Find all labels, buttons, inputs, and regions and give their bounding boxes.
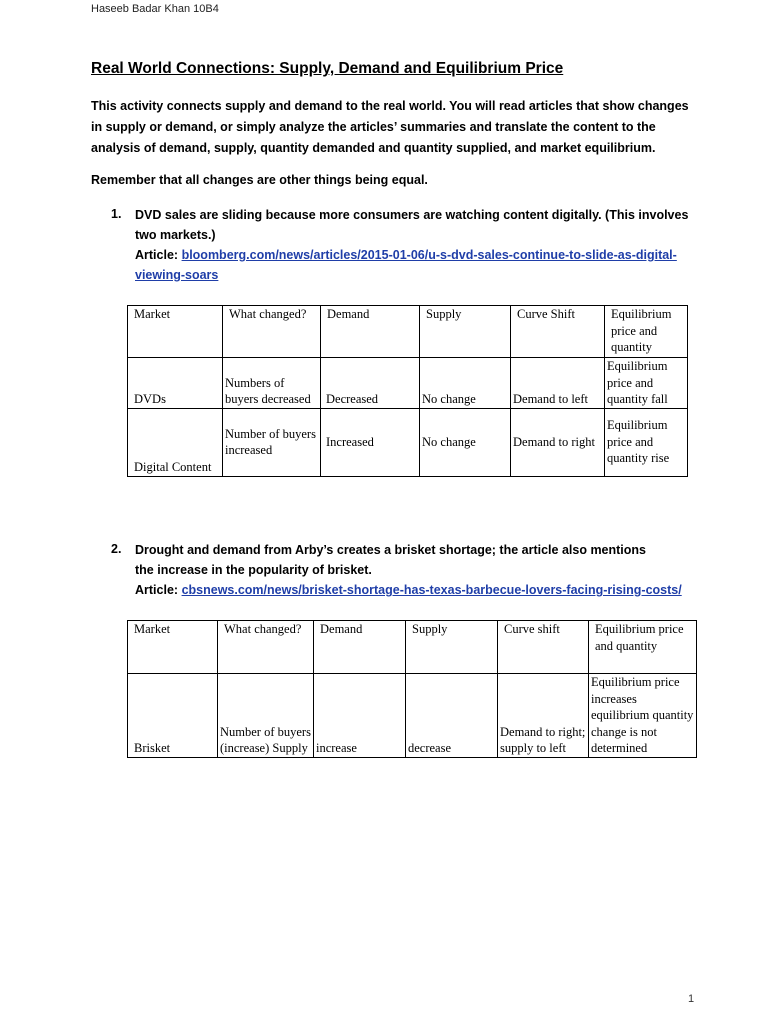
table-row	[128, 674, 697, 758]
table-header-cell: Supply	[420, 306, 511, 358]
table-header-cell: Equilibrium price and quantity	[589, 621, 697, 674]
table-header-cell: Demand	[314, 621, 406, 674]
table-header-cell: Demand	[321, 306, 420, 358]
table-row	[128, 408, 688, 476]
question-1-text-line1: DVD sales are sliding because more consumers are watching content digitally. (This involves	[135, 208, 689, 222]
table-cell: No change	[420, 408, 511, 476]
table-cell: DVDs	[128, 358, 223, 409]
article-1-link-line2[interactable]: viewing-soars	[135, 268, 219, 282]
question-2-table	[127, 620, 697, 758]
table-header-row	[128, 621, 697, 674]
article-2-link[interactable]: cbsnews.com/news/brisket-shortage-has-texas-barbecue-lovers-facing-rising-costs/	[181, 583, 682, 597]
question-2-number: 2.	[111, 542, 122, 556]
page-title: Real World Connections: Supply, Demand and Equilibrium Price	[91, 60, 564, 77]
table-header-cell: What changed?	[223, 306, 321, 358]
table-header-cell: Market	[128, 621, 218, 674]
table-header-cell: Supply	[406, 621, 498, 674]
table-cell: Demand to left	[511, 358, 605, 409]
table-header-cell: Market	[128, 306, 223, 358]
table-cell: Demand to right	[511, 408, 605, 476]
table-cell: Increased	[321, 408, 420, 476]
remember-note: Remember that all changes are other things being equal.	[91, 173, 428, 187]
table-cell: Equilibrium price and quantity rise	[605, 408, 688, 476]
intro-paragraph: This activity connects supply and demand to the real world. You will read articles that show changes in supply or demand, or simply analyze the articles’ summaries and translate the content to the analysis of demand, supply, quantity demanded and quantity supplied, and market equilibrium.	[91, 99, 689, 155]
table-cell: Equilibrium price increases equilibrium quantity change is not determined	[589, 674, 697, 758]
question-1-text-line2: two markets.)	[135, 228, 216, 242]
table-header-cell: Curve shift	[498, 621, 589, 674]
table-cell: decrease	[406, 674, 498, 758]
article-1-link-line1[interactable]: bloomberg.com/news/articles/2015-01-06/u-s-dvd-sales-continue-to-slide-as-digital-	[181, 248, 677, 262]
page-number: 1	[688, 993, 695, 1005]
question-2-text-line1: Drought and demand from Arby’s creates a brisket shortage; the article also mentions	[135, 543, 647, 557]
question-1-number: 1.	[111, 207, 122, 221]
article-label: Article:	[135, 583, 179, 597]
table-cell: Decreased	[321, 358, 420, 409]
table-header-cell: What changed?	[218, 621, 314, 674]
table-header-cell: Equilibrium price and quantity	[605, 306, 688, 358]
table-cell: Numbers of buyers decreased	[223, 358, 321, 409]
article-label: Article:	[135, 248, 179, 262]
question-1-article	[135, 245, 695, 265]
table-cell: Number of buyers (increase) Supply	[218, 674, 314, 758]
question-2-text-line2: the increase in the popularity of brisket.	[135, 563, 372, 577]
table-header-cell: Curve Shift	[511, 306, 605, 358]
question-1-table	[127, 305, 688, 477]
table-cell: Digital Content	[128, 408, 223, 476]
student-name: Haseeb Badar Khan 10B4	[91, 3, 219, 15]
table-cell: No change	[420, 358, 511, 409]
table-cell: Number of buyers increased	[223, 408, 321, 476]
question-2-article	[135, 580, 695, 600]
table-row	[128, 358, 688, 409]
question-2	[135, 540, 695, 600]
question-1	[135, 205, 695, 285]
table-cell: increase	[314, 674, 406, 758]
table-cell: Demand to right; supply to left	[498, 674, 589, 758]
table-cell: Brisket	[128, 674, 218, 758]
table-header-row	[128, 306, 688, 358]
table-cell: Equilibrium price and quantity fall	[605, 358, 688, 409]
